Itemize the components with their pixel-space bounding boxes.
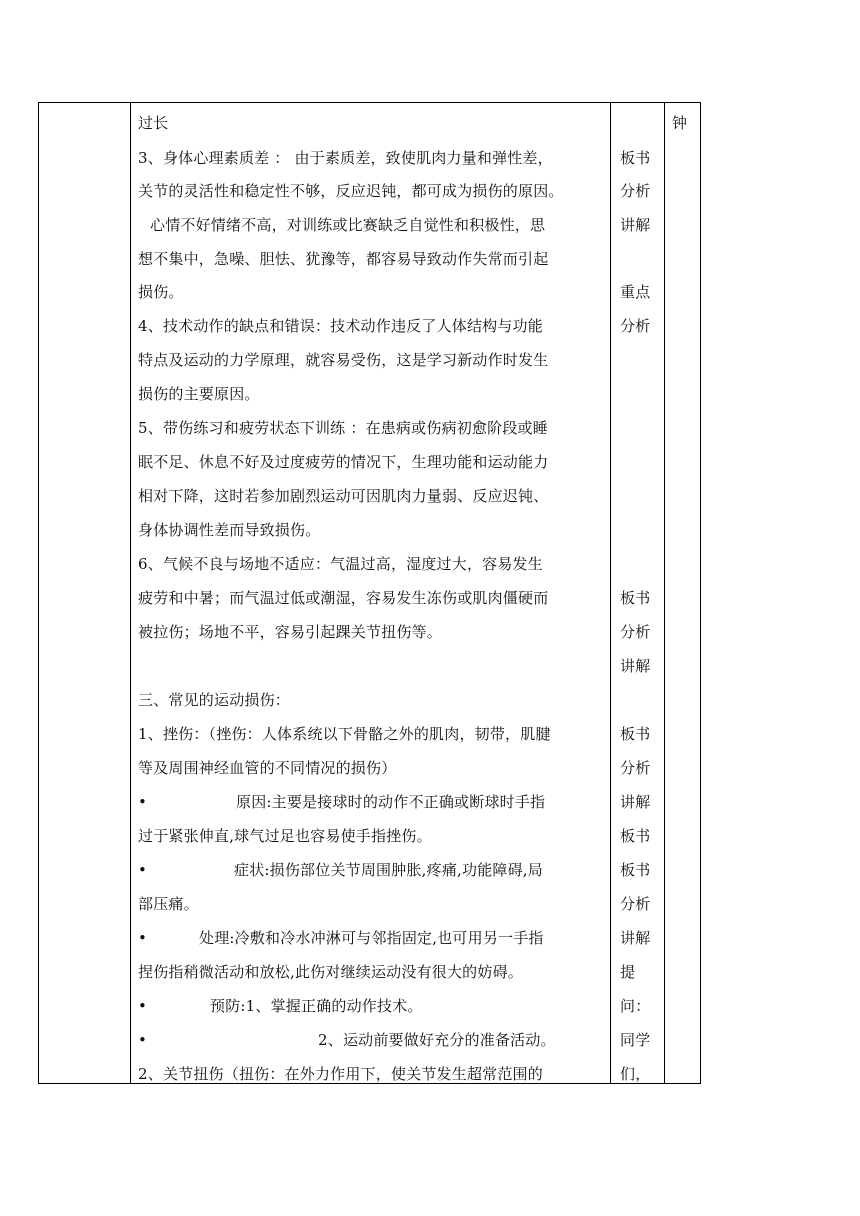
time-note: 钟 — [672, 114, 688, 132]
method-note: 板书 — [620, 861, 651, 879]
method-note: 问： — [620, 997, 651, 1015]
content-line: 等及周围神经血管的不同情况的损伤） — [138, 759, 397, 777]
bullet-item — [138, 1023, 608, 1057]
column-divider — [664, 103, 665, 1083]
time-column — [672, 103, 700, 1083]
bullet-item — [138, 921, 608, 955]
bullet-text: 处理:冷敷和冷水冲淋可与邻指固定,也可用另一手指 — [199, 929, 544, 947]
method-note: 分析 — [620, 895, 651, 913]
bullet-text: 2、运动前要做好充分的准备活动。 — [318, 1031, 556, 1049]
teaching-method-column — [620, 103, 664, 1083]
content-line: 2、关节扭伤（扭伤：在外力作用下，使关节发生超常范围的 — [138, 1065, 543, 1083]
content-line: 疲劳和中暑；而气温过低或潮湿，容易发生冻伤或肌肉僵硬而 — [138, 589, 549, 607]
bullet-text: 症状:损伤部位关节周围肿胀,疼痛,功能障碍,局 — [234, 861, 543, 879]
left-empty-column — [39, 103, 130, 1083]
method-note: 重点 — [620, 283, 651, 301]
content-line: 特点及运动的力学原理，就容易受伤，这是学习新动作时发生 — [138, 351, 549, 369]
bullet-item — [138, 853, 608, 887]
content-line: 捏伤指稍微活动和放松,此伤对继续运动没有很大的妨碍。 — [138, 963, 523, 981]
content-line: 身体协调性差而导致损伤。 — [138, 521, 321, 539]
method-note: 分析 — [620, 623, 651, 641]
bullet-icon: • — [138, 861, 148, 879]
content-line: 过于紧张伸直,球气过足也容易使手指挫伤。 — [138, 827, 432, 845]
column-divider — [610, 103, 611, 1083]
method-note: 板书 — [620, 149, 651, 167]
content-line: 相对下降，这时若参加剧烈运动可因肌肉力量弱、反应迟钝、 — [138, 487, 549, 505]
content-line: 被拉伤；场地不平，容易引起踝关节扭伤等。 — [138, 623, 443, 641]
bullet-text: 原因:主要是接球时的动作不正确或断球时手指 — [236, 793, 546, 811]
column-divider — [130, 103, 131, 1083]
method-note: 讲解 — [620, 929, 651, 947]
content-line: 过长 — [138, 114, 169, 132]
content-line: 想不集中，急噪、胆怯、犹豫等，都容易导致动作失常而引起 — [138, 250, 549, 268]
content-line: 关节的灵活性和稳定性不够，反应迟钝，都可成为损伤的原因。 — [138, 182, 564, 200]
method-note: 分析 — [620, 182, 651, 200]
content-line: 3、身体心理素质差 ： 由于素质差，致使肌肉力量和弹性差， — [138, 149, 553, 167]
lesson-plan-table — [38, 102, 701, 1084]
method-note: 们， — [620, 1065, 651, 1083]
content-line: 心情不好情绪不高，对训练或比赛缺乏自觉性和积极性，思 — [150, 216, 546, 234]
content-line: 损伤的主要原因。 — [138, 385, 260, 403]
bullet-item — [138, 785, 608, 819]
method-note: 提 — [620, 963, 636, 981]
method-note: 讲解 — [620, 216, 651, 234]
method-note: 板书 — [620, 589, 651, 607]
method-note: 分析 — [620, 317, 651, 335]
content-line: 4、技术动作的缺点和错误：技术动作违反了人体结构与功能 — [138, 317, 543, 335]
bullet-icon: • — [138, 997, 148, 1015]
content-line: 5、带伤练习和疲劳状态下训练 ：在患病或伤病初愈阶段或睡 — [138, 419, 548, 437]
content-line: 1、挫伤：（挫伤：人体系统以下骨骼之外的肌肉，韧带，肌腱 — [138, 725, 551, 743]
method-note: 讲解 — [620, 657, 651, 675]
method-note: 同学 — [620, 1031, 651, 1049]
content-line: 眠不足、休息不好及过度疲劳的情况下，生理功能和运动能力 — [138, 453, 549, 471]
content-line: 6、气候不良与场地不适应：气温过高，湿度过大，容易发生 — [138, 555, 543, 573]
bullet-icon: • — [138, 793, 148, 811]
method-note: 板书 — [620, 827, 651, 845]
bullet-icon: • — [138, 929, 148, 947]
content-column — [138, 103, 608, 1083]
bullet-item — [138, 989, 608, 1023]
bullet-text: 预防:1、掌握正确的动作技术。 — [210, 997, 423, 1015]
method-note: 分析 — [620, 759, 651, 777]
section-heading: 三、常见的运动损伤： — [138, 691, 291, 709]
bullet-icon: • — [138, 1031, 148, 1049]
method-note: 讲解 — [620, 793, 651, 811]
content-line: 损伤。 — [138, 283, 184, 301]
content-line: 部压痛。 — [138, 895, 199, 913]
method-note: 板书 — [620, 725, 651, 743]
